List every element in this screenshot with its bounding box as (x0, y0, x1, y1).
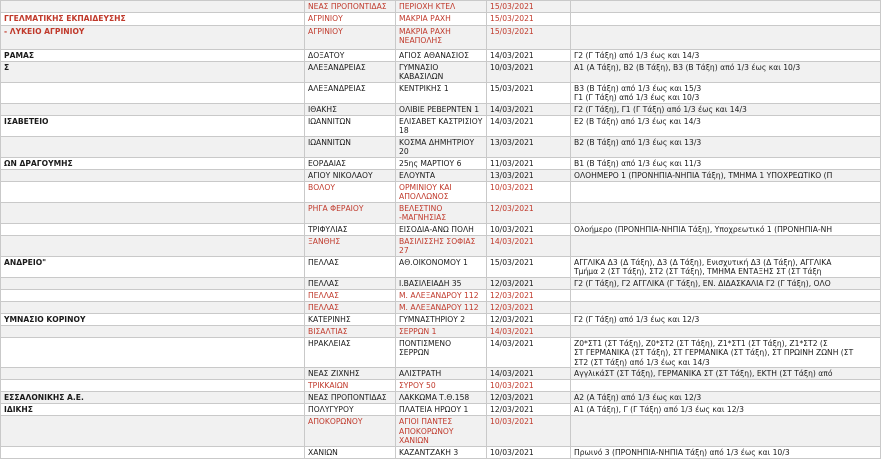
school-name-cell (1, 277, 305, 289)
classes-cell (571, 202, 881, 223)
table-row (1, 325, 881, 337)
date-cell: 10/03/2021 (487, 181, 571, 202)
school-name-cell (1, 368, 305, 380)
date-cell: 15/03/2021 (487, 82, 571, 103)
date-cell: 12/03/2021 (487, 404, 571, 416)
classes-cell: Β3 (Β Τάξη) από 1/3 έως και 15/3 Γ1 (Γ Τάξη) από 1/3 έως και 10/3 (571, 82, 881, 103)
school-name-cell (1, 1, 305, 13)
address-cell: ΕΙΣΟΔΙΑ-ΑΝΩ ΠΟΛΗ (396, 223, 487, 235)
date-cell: 12/03/2021 (487, 277, 571, 289)
table-row (1, 277, 881, 289)
address-cell: ΕΛΙΣΑΒΕΤ ΚΑΣΤΡΙΣΙΟΥ 18 (396, 115, 487, 136)
classes-cell: Γ2 (Γ Τάξη) από 1/3 έως και 14/3 (571, 49, 881, 61)
date-cell: 10/03/2021 (487, 61, 571, 82)
address-cell: ΚΟΣΜΑ ΔΗΜΗΤΡΙΟΥ 20 (396, 136, 487, 157)
school-name-cell (1, 82, 305, 103)
classes-cell: Ε2 (Β Τάξη) από 1/3 έως και 14/3 (571, 115, 881, 136)
table-row (1, 416, 881, 447)
classes-cell (571, 301, 881, 313)
table-row (1, 1, 881, 13)
address-cell: ΟΛΙΒΙΕ ΡΕΒΕΡΝΤΕΝ 1 (396, 103, 487, 115)
municipality-cell: ΤΡΙΦΥΛΙΑΣ (305, 223, 396, 235)
address-cell: ΣΥΡΟΥ 50 (396, 380, 487, 392)
municipality-cell: ΠΕΛΛΑΣ (305, 289, 396, 301)
table-row (1, 392, 881, 404)
date-cell: 12/03/2021 (487, 301, 571, 313)
address-cell: ΑΓΙΟΣ ΑΘΑΝΑΣΙΟΣ (396, 49, 487, 61)
classes-cell: Γ2 (Γ Τάξη) από 1/3 έως και 12/3 (571, 313, 881, 325)
classes-cell (571, 12, 881, 25)
municipality-cell: ΑΠΟΚΟΡΩΝΟΥ (305, 416, 396, 447)
table-row (1, 313, 881, 325)
municipality-cell: ΠΕΛΛΑΣ (305, 256, 396, 277)
municipality-cell: ΑΓΡΙΝΙΟΥ (305, 12, 396, 25)
address-cell: ΒΕΛΕΣΤΙΝΟ -ΜΑΓΝΗΣΙΑΣ (396, 202, 487, 223)
address-cell: 25ης ΜΑΡΤΙΟΥ 6 (396, 157, 487, 169)
date-cell: 10/03/2021 (487, 223, 571, 235)
school-name-cell: ΙΣΑΒΕΤΕΙΟ (1, 115, 305, 136)
address-cell: ΓΥΜΝΑΣΙΟ ΚΑΒΑΣΙΛΩΝ (396, 61, 487, 82)
municipality-cell: ΙΩΑΝΝΙΤΩΝ (305, 136, 396, 157)
address-cell: ΒΑΣΙΛΙΣΣΗΣ ΣΟΦΙΑΣ 27 (396, 235, 487, 256)
municipality-cell: ΠΕΛΛΑΣ (305, 301, 396, 313)
municipality-cell: ΒΙΣΑΛΤΙΑΣ (305, 325, 396, 337)
classes-cell: Γ2 (Γ Τάξη), Γ1 (Γ Τάξη) από 1/3 έως και 14/3 (571, 103, 881, 115)
address-cell: ΚΕΝΤΡΙΚΗΣ 1 (396, 82, 487, 103)
municipality-cell: ΑΛΕΞΑΝΔΡΕΙΑΣ (305, 61, 396, 82)
school-name-cell (1, 169, 305, 181)
school-name-cell (1, 181, 305, 202)
date-cell: 10/03/2021 (487, 380, 571, 392)
table-row (1, 202, 881, 223)
table-row (1, 380, 881, 392)
address-cell: ΣΕΡΡΩΝ 1 (396, 325, 487, 337)
table-row (1, 82, 881, 103)
municipality-cell: ΡΗΓΑ ΦΕΡΑΙΟΥ (305, 202, 396, 223)
table-row (1, 235, 881, 256)
date-cell: 14/03/2021 (487, 368, 571, 380)
school-name-cell (1, 301, 305, 313)
school-name-cell (1, 337, 305, 368)
municipality-cell: ΑΓΡΙΝΙΟΥ (305, 25, 396, 49)
school-name-cell: Σ (1, 61, 305, 82)
table-row (1, 301, 881, 313)
classes-cell: ΑΓΓΛΙΚΑ Δ3 (Δ Τάξη), Δ3 (Δ Τάξη), Ενισχυτική Δ3 (Δ Τάξη), ΑΓΓΛΙΚΑ Τμήμα 2 (ΣΤ Τάξη), ΣΤ2 (ΣΤ Τάξη), ΤΜΗΜΑ ΕΝΤΑΞΗΣ ΣΤ (ΣΤ Τάξη (571, 256, 881, 277)
classes-cell (571, 235, 881, 256)
date-cell: 12/03/2021 (487, 289, 571, 301)
table-row (1, 289, 881, 301)
municipality-cell: ΞΑΝΘΗΣ (305, 235, 396, 256)
date-cell: 11/03/2021 (487, 157, 571, 169)
classes-cell (571, 380, 881, 392)
classes-cell: Β1 (Β Τάξη) από 1/3 έως και 11/3 (571, 157, 881, 169)
municipality-cell: ΙΩΑΝΝΙΤΩΝ (305, 115, 396, 136)
date-cell: 10/03/2021 (487, 446, 571, 458)
table-row (1, 103, 881, 115)
date-cell: 14/03/2021 (487, 325, 571, 337)
date-cell: 15/03/2021 (487, 25, 571, 49)
school-name-cell: ΕΣΣΑΛΟΝΙΚΗΣ Α.Ε. (1, 392, 305, 404)
school-name-cell: ΑΝΔΡΕΙΟ" (1, 256, 305, 277)
municipality-cell: ΝΕΑΣ ΠΡΟΠΟΝΤΙΔΑΣ (305, 1, 396, 13)
school-name-cell: ΓΓΕΛΜΑΤΙΚΗΣ ΕΚΠΑΙΔΕΥΣΗΣ (1, 12, 305, 25)
classes-cell: Β2 (Β Τάξη) από 1/3 έως και 13/3 (571, 136, 881, 157)
school-name-cell: ΥΜΝΑΣΙΟ ΚΟΡΙΝΟΥ (1, 313, 305, 325)
date-cell: 15/03/2021 (487, 256, 571, 277)
school-name-cell (1, 380, 305, 392)
table-row (1, 368, 881, 380)
municipality-cell: ΗΡΑΚΛΕΙΑΣ (305, 337, 396, 368)
date-cell: 15/03/2021 (487, 12, 571, 25)
address-cell: ΜΑΚΡΙΑ ΡΑΧΗ (396, 12, 487, 25)
address-cell: Μ. ΑΛΕΞΑΝΔΡΟΥ 112 (396, 289, 487, 301)
table-row (1, 169, 881, 181)
municipality-cell: ΠΕΛΛΑΣ (305, 277, 396, 289)
address-cell: ΛΑΚΚΩΜΑ Τ.Θ.158 (396, 392, 487, 404)
table-body (1, 1, 881, 459)
school-name-cell (1, 223, 305, 235)
school-name-cell: - ΛΥΚΕΙΟ ΑΓΡΙΝΙΟΥ (1, 25, 305, 49)
school-name-cell (1, 202, 305, 223)
table-row (1, 404, 881, 416)
table-row (1, 49, 881, 61)
address-cell: ΑΛΙΣΤΡΑΤΗ (396, 368, 487, 380)
table-row (1, 157, 881, 169)
classes-cell (571, 25, 881, 49)
date-cell: 15/03/2021 (487, 1, 571, 13)
table-row (1, 12, 881, 25)
address-cell: ΚΑΖΑΝΤΖΑΚΗ 3 (396, 446, 487, 458)
school-name-cell: ΙΔΙΚΗΣ (1, 404, 305, 416)
table-row (1, 115, 881, 136)
address-cell: ΠΕΡΙΟΧΗ ΚΤΕΛ (396, 1, 487, 13)
date-cell: 13/03/2021 (487, 136, 571, 157)
municipality-cell: ΔΟΞΑΤΟΥ (305, 49, 396, 61)
municipality-cell: ΠΟΛΥΓΥΡΟΥ (305, 404, 396, 416)
municipality-cell: ΚΑΤΕΡΙΝΗΣ (305, 313, 396, 325)
school-name-cell: ΩΝ ΔΡΑΓΟΥΜΗΣ (1, 157, 305, 169)
address-cell: ΠΛΑΤΕΙΑ ΗΡΩΟΥ 1 (396, 404, 487, 416)
date-cell: 14/03/2021 (487, 115, 571, 136)
address-cell: ΕΛΟΥΝΤΑ (396, 169, 487, 181)
address-cell: ΑΓΙΟΙ ΠΑΝΤΕΣ ΑΠΟΚΟΡΩΝΟΥ ΧΑΝΙΩΝ (396, 416, 487, 447)
school-name-cell (1, 289, 305, 301)
address-cell: ΟΡΜΙΝΙΟΥ ΚΑΙ ΑΠΟΛΛΩΝΟΣ (396, 181, 487, 202)
classes-cell (571, 181, 881, 202)
classes-cell: Ζ0*ΣΤ1 (ΣΤ Τάξη), Ζ0*ΣΤ2 (ΣΤ Τάξη), Ζ1*ΣΤ1 (ΣΤ Τάξη), Ζ1*ΣΤ2 (Σ ΣΤ ΓΕΡΜΑΝΙΚΑ (ΣΤ Τάξη), ΣΤ ΓΕΡΜΑΝΙΚΑ (ΣΤ Τάξη), ΣΤ ΠΡΩΙΝΗ ΖΩΝΗ (ΣΤ ΣΤ2 (ΣΤ Τάξη) από 1/3 έως και 14/3 (571, 337, 881, 368)
school-name-cell (1, 325, 305, 337)
municipality-cell: ΤΡΙΚΚΑΙΩΝ (305, 380, 396, 392)
school-name-cell (1, 136, 305, 157)
table-row (1, 61, 881, 82)
classes-cell (571, 325, 881, 337)
table-row (1, 256, 881, 277)
date-cell: 14/03/2021 (487, 337, 571, 368)
school-name-cell (1, 416, 305, 447)
school-name-cell: ΡΑΜΑΣ (1, 49, 305, 61)
school-name-cell (1, 103, 305, 115)
address-cell: Μ. ΑΛΕΞΑΝΔΡΟΥ 112 (396, 301, 487, 313)
address-cell: ΑΘ.ΟΙΚΟΝΟΜΟΥ 1 (396, 256, 487, 277)
address-cell: ΜΑΚΡΙΑ ΡΑΧΗ ΝΕΑΠΟΛΗΣ (396, 25, 487, 49)
date-cell: 10/03/2021 (487, 416, 571, 447)
table-row (1, 223, 881, 235)
date-cell: 13/03/2021 (487, 169, 571, 181)
municipality-cell: ΕΟΡΔΑΙΑΣ (305, 157, 396, 169)
table-row (1, 446, 881, 458)
classes-cell: Α2 (Α Τάξη) από 1/3 έως και 12/3 (571, 392, 881, 404)
date-cell: 12/03/2021 (487, 202, 571, 223)
municipality-cell: ΧΑΝΙΩΝ (305, 446, 396, 458)
address-cell: Ι.ΒΑΣΙΛΕΙΑΔΗ 35 (396, 277, 487, 289)
date-cell: 14/03/2021 (487, 235, 571, 256)
classes-cell: Α1 (Α Τάξη), Γ (Γ Τάξη) από 1/3 έως και 12/3 (571, 404, 881, 416)
address-cell: ΠΟΝΤΙΣΜΕΝΟ ΣΕΡΡΩΝ (396, 337, 487, 368)
school-name-cell (1, 235, 305, 256)
municipality-cell: ΑΛΕΞΑΝΔΡΕΙΑΣ (305, 82, 396, 103)
municipality-cell: ΙΘΑΚΗΣ (305, 103, 396, 115)
school-name-cell (1, 446, 305, 458)
table-row (1, 136, 881, 157)
table-row (1, 25, 881, 49)
date-cell: 12/03/2021 (487, 392, 571, 404)
date-cell: 14/03/2021 (487, 103, 571, 115)
table-row (1, 337, 881, 368)
classes-cell: Γ2 (Γ Τάξη), Γ2 ΑΓΓΛΙΚΑ (Γ Τάξη), ΕΝ. ΔΙΔΑΣΚΑΛΙΑ Γ2 (Γ Τάξη), ΟΛΟ (571, 277, 881, 289)
classes-cell (571, 416, 881, 447)
table-row (1, 181, 881, 202)
date-cell: 14/03/2021 (487, 49, 571, 61)
classes-cell (571, 289, 881, 301)
municipality-cell: ΝΕΑΣ ΠΡΟΠΟΝΤΙΔΑΣ (305, 392, 396, 404)
classes-cell: ΟΛΟΗΜΕΡΟ 1 (ΠΡΟΝΗΠΙΑ-ΝΗΠΙΑ Τάξη), ΤΜΗΜΑ 1 ΥΠΟΧΡΕΩΤΙΚΟ (Π (571, 169, 881, 181)
address-cell: ΓΥΜΝΑΣΤΗΡΙΟΥ 2 (396, 313, 487, 325)
municipality-cell: ΑΓΙΟΥ ΝΙΚΟΛΑΟΥ (305, 169, 396, 181)
classes-cell (571, 1, 881, 13)
classes-cell: ΑγγλικάΣΤ (ΣΤ Τάξη), ΓΕΡΜΑΝΙΚΑ ΣΤ (ΣΤ Τάξη), ΕΚΤΗ (ΣΤ Τάξη) από (571, 368, 881, 380)
municipality-cell: ΒΟΛΟΥ (305, 181, 396, 202)
classes-cell: Ολοήμερο (ΠΡΟΝΗΠΙΑ-ΝΗΠΙΑ Τάξη), Υποχρεωτικό 1 (ΠΡΟΝΗΠΙΑ-ΝΗ (571, 223, 881, 235)
classes-cell: Α1 (Α Τάξη), Β2 (Β Τάξη), Β3 (Β Τάξη) από 1/3 έως και 10/3 (571, 61, 881, 82)
classes-cell: Πρωινό 3 (ΠΡΟΝΗΠΙΑ-ΝΗΠΙΑ Τάξη) από 1/3 έως και 10/3 (571, 446, 881, 458)
date-cell: 12/03/2021 (487, 313, 571, 325)
municipality-cell: ΝΕΑΣ ΖΙΧΝΗΣ (305, 368, 396, 380)
